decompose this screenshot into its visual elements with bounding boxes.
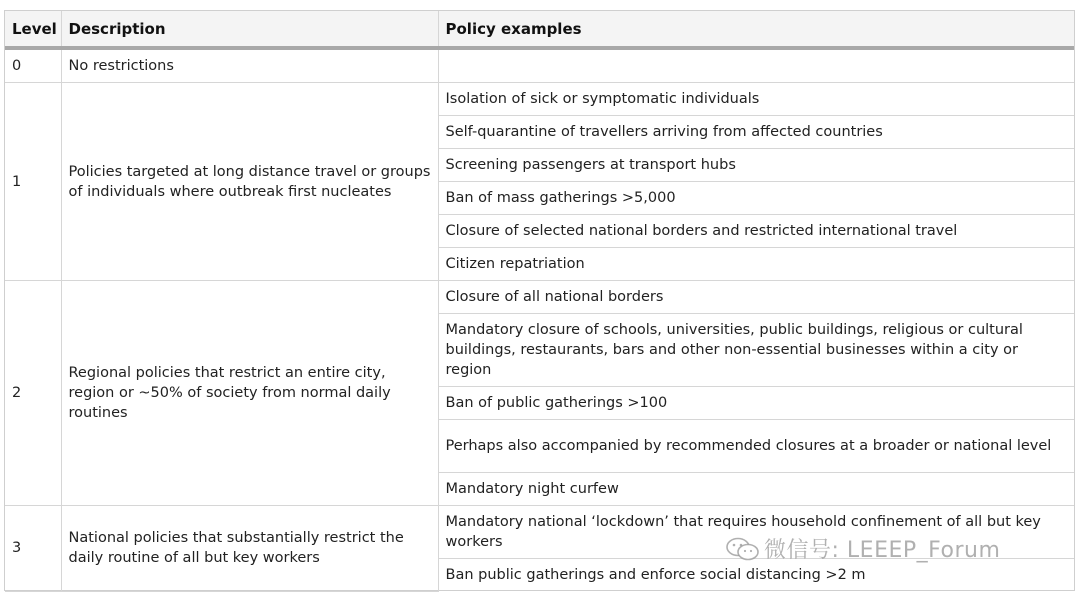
policy-cell: Mandatory national ‘lockdown’ that requires household confinement of all but key workers: [438, 506, 1074, 559]
policy-cell: Mandatory closure of schools, universities, public buildings, religious or cultural buildings, restaurants, bars and other non-essential businesses within a city or region: [438, 314, 1074, 387]
level-cell: 1: [5, 83, 61, 281]
policy-cell: Closure of all national borders: [438, 281, 1074, 314]
description-cell: National policies that substantially restrict the daily routine of all but key workers: [61, 506, 438, 592]
table-header-row: [5, 11, 1074, 48]
policy-cell: Screening passengers at transport hubs: [438, 149, 1074, 182]
description-cell: Policies targeted at long distance travel or groups of individuals where outbreak first nucleates: [61, 83, 438, 281]
policy-cell: Mandatory night curfew: [438, 473, 1074, 506]
policy-cell: Ban of public gatherings >100: [438, 387, 1074, 420]
level-cell: 3: [5, 506, 61, 592]
table-row: [5, 48, 1074, 83]
policy-levels-table: [5, 11, 1074, 592]
level-cell: 0: [5, 48, 61, 83]
description-cell: Regional policies that restrict an entire city, region or ~50% of society from normal daily routines: [61, 281, 438, 506]
policy-cell: Citizen repatriation: [438, 248, 1074, 281]
policy-cell: Ban public gatherings and enforce social distancing >2 m: [445, 567, 866, 583]
policy-cell: Self-quarantine of travellers arriving from affected countries: [438, 116, 1074, 149]
policy-cell: [438, 48, 1074, 83]
header-level: Level: [5, 11, 61, 48]
policy-table-frame: [4, 10, 1075, 591]
table-row: [5, 281, 1074, 314]
description-cell: No restrictions: [61, 48, 438, 83]
policy-cell: Perhaps also accompanied by recommended closures at a broader or national level: [438, 420, 1074, 473]
header-description: Description: [61, 11, 438, 48]
watermark-text: 微信号: LEEEP_Forum: [764, 538, 1001, 563]
policy-cell: Closure of selected national borders and restricted international travel: [438, 215, 1074, 248]
header-policy: Policy examples: [438, 11, 1074, 48]
level-cell: 2: [5, 281, 61, 506]
policy-cell: Isolation of sick or symptomatic individuals: [438, 83, 1074, 116]
policy-cell: Ban of mass gatherings >5,000: [438, 182, 1074, 215]
table-row: [5, 83, 1074, 116]
watermark: [726, 533, 1000, 564]
wechat-icon: [726, 538, 764, 563]
